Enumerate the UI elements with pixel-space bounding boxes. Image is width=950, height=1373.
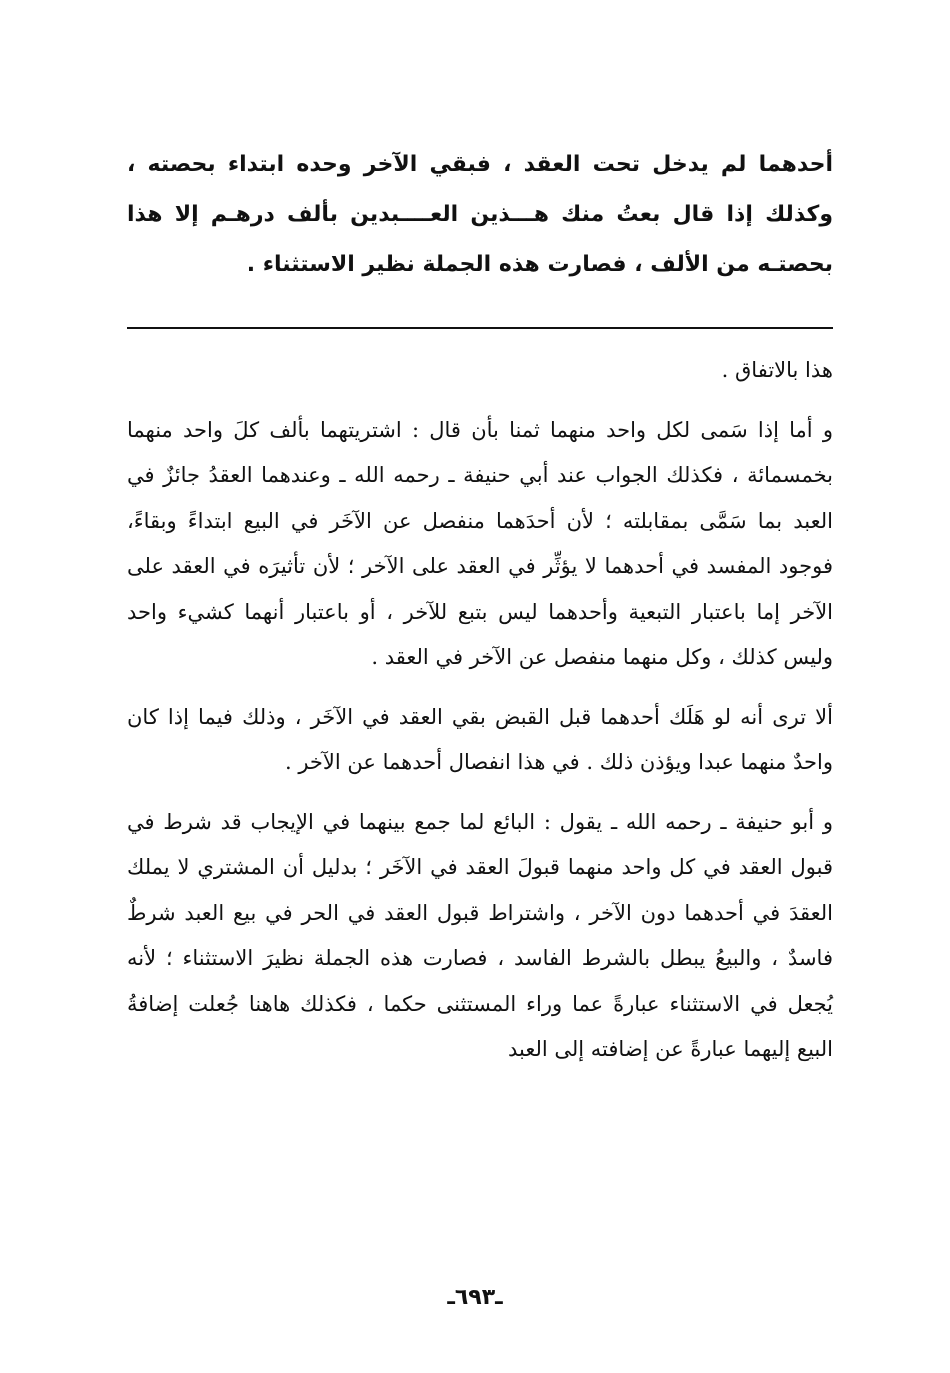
footnote-divider (127, 327, 833, 329)
footnote-paragraph: و أما إذا سَمى لكل واحد منهما ثمنا بأن قال : اشتريتهما بألف كلَ واحد منهما بخمسمائة ، فكذلك الجواب عند أبي حنيفة ـ رحمه الله ـ وعندهما العقدُ جائزٌ في العبد بما سَمَّى بمقابلته ؛ لأن أحدَهما منفصل عن الآخَر في البيع ابتداءً وبقاءً، فوجود المفسد في أحدهما لا يؤثِّر في العقد على الآخر ؛ لأن تأثيرَه في العقد على الآخر إما باعتبار التبعية وأحدهما ليس بتبع للآخر ، أو باعتبار أنهما كشيء واحد وليس كذلك ، وكل منهما منفصل عن الآخر في العقد . (127, 417, 833, 669)
footnote-paragraph: و أبو حنيفة ـ رحمه الله ـ يقول : البائع لما جمع بينهما في الإيجاب قد شرط في قبول العقد في كل واحد منهما قبولَ العقد في الآخَر ؛ بدليل أن المشتري لا يملك العقدَ في أحدهما دون الآخر ، واشتراط قبول العقد في الحر في بيع العبد شرطٌ فاسدٌ ، والبيعُ يبطل بالشرط الفاسد ، فصارت هذه الجملة نظيرَ الاستثناء ؛ لأنه يُجعل في الاستثناء عبارةً عما وراء المستثنى حكما ، فكذلك هاهنا جُعلت إضافةُ البيع إليهما عبارةً عن إضافته إلى العبد (127, 809, 833, 1061)
page-number: ـ٦٩٣ـ (447, 1285, 503, 1310)
main-text-body: أحدهما لم يدخل تحت العقد ، فبقي الآخر وحده ابتداء بحصته ، وكذلك إذا قال بعتُ منك هـــذين العــــبدين بألف درهـم إلا هذا بحصتـه من الألف ، فصارت هذه الجملة نظير الاستثناء . (127, 152, 833, 277)
footnotes-section (127, 348, 833, 1087)
footnote-paragraph: ألا ترى أنه لو هَلَك أحدهما قبل القبض بقي العقد في الآخَر ، وذلك فيما إذا كان واحدٌ منهما عبدا ويؤذن ذلك . في هذا انفصال أحدهما عن الآخر . (127, 704, 833, 774)
footnote-paragraph: هذا بالاتفاق . (721, 358, 833, 382)
